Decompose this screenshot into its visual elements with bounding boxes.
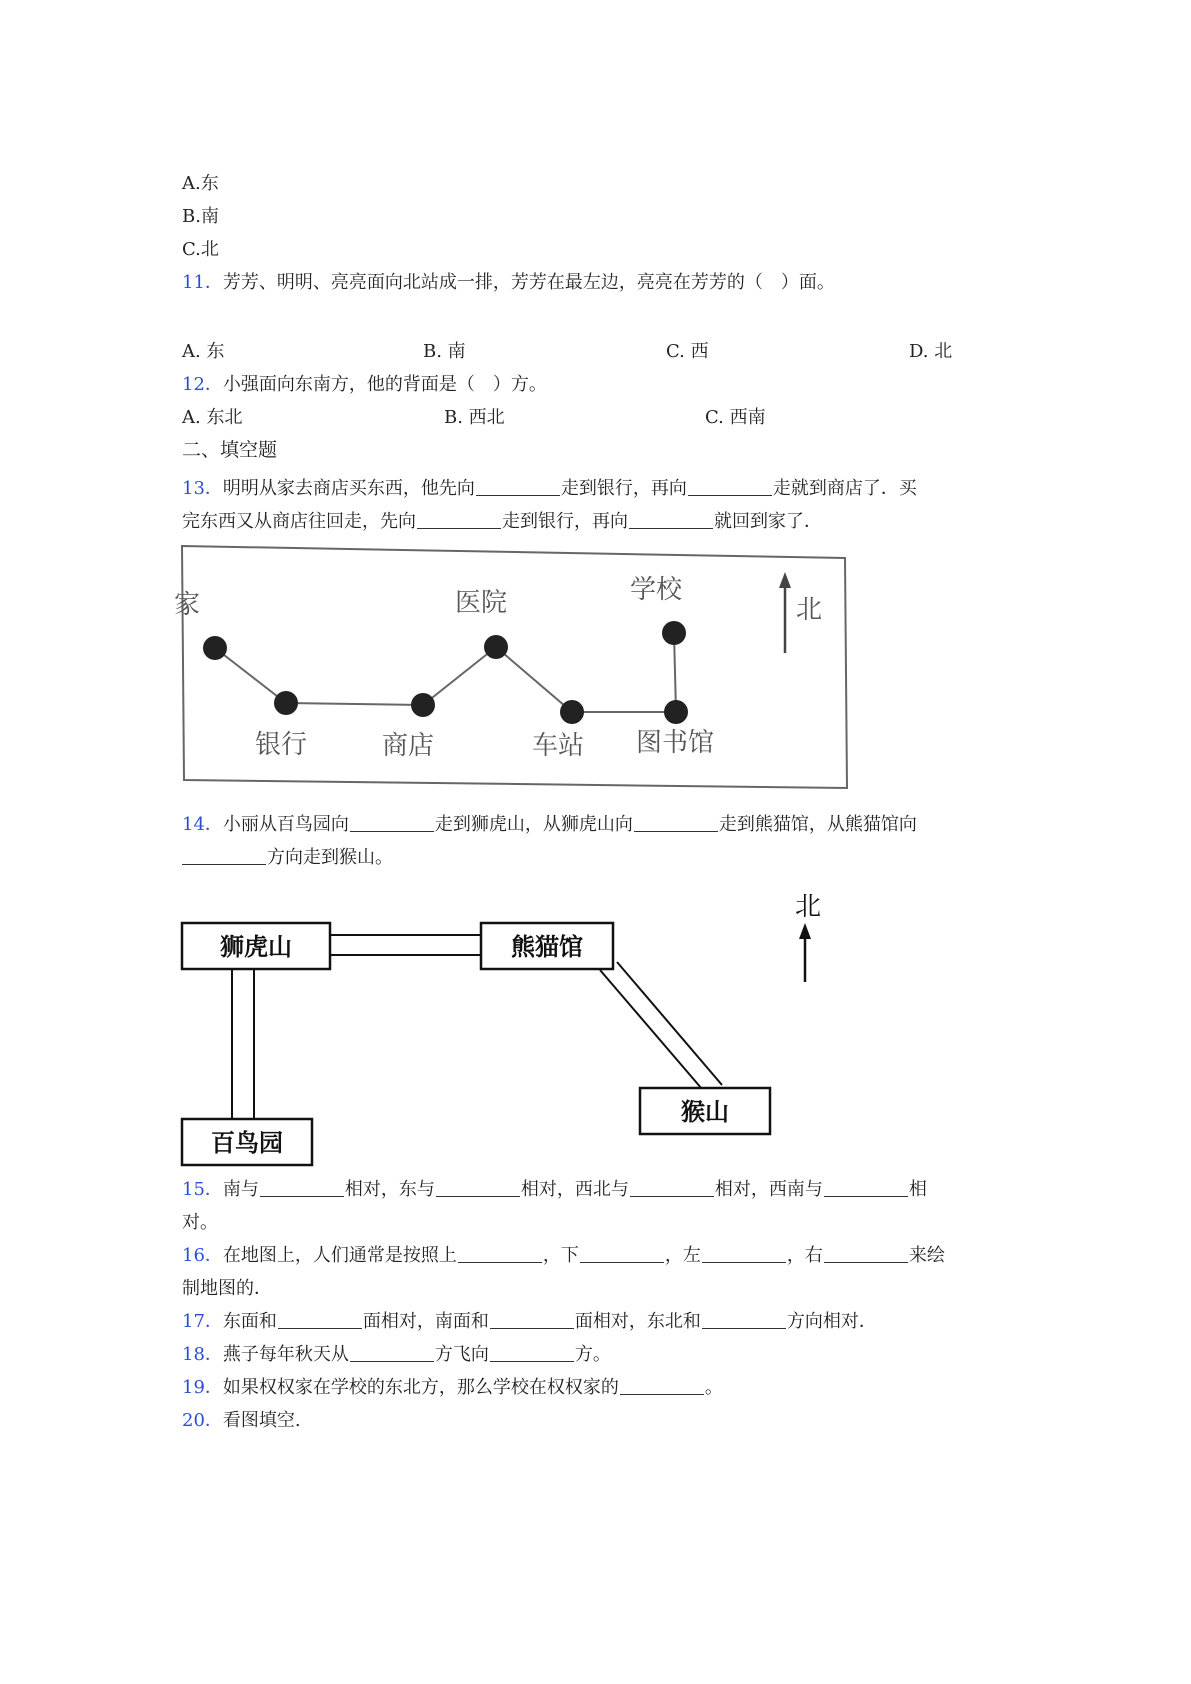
q15-blank-2[interactable] <box>436 1178 520 1197</box>
q16-number: 16． <box>182 1245 223 1266</box>
q13-text-3: 走就到商店了．买 <box>772 478 917 499</box>
q16-line-1 <box>182 1243 945 1269</box>
q13-hospital-dot <box>484 635 508 659</box>
q13-north-arrowhead <box>779 572 791 588</box>
q13-home-dot <box>203 636 227 660</box>
q12-text: 小强面向东南方，他的背面是（ ）方。 <box>222 374 547 395</box>
q14-label-lion-tiger: 狮虎山 <box>220 933 292 961</box>
q11-option-d: D. 北 <box>909 341 953 362</box>
q16-line-2: 制地图的． <box>182 1278 272 1299</box>
q17-blank-2[interactable] <box>490 1310 574 1329</box>
q13-label-bank: 银行 <box>255 730 308 760</box>
q16-blank-1[interactable] <box>458 1244 542 1263</box>
q11-option-c: C. 西 <box>666 341 709 362</box>
q12-option-c: C. 西南 <box>705 407 766 428</box>
q13-blank-1[interactable] <box>476 477 560 496</box>
q13-label-home: 家 <box>174 590 201 620</box>
q15-line-2: 对。 <box>182 1212 218 1233</box>
q16-text-3: ，左 <box>664 1245 701 1266</box>
q18-blank-2[interactable] <box>490 1343 574 1362</box>
q14-zoo-map <box>180 885 850 1185</box>
q15-blank-3[interactable] <box>630 1178 714 1197</box>
q19-blank-1[interactable] <box>620 1376 704 1395</box>
q16-text-5: 来绘 <box>908 1245 945 1266</box>
q13-number: 13． <box>182 478 223 499</box>
q11-option-b: B. 南 <box>423 341 466 362</box>
q16-text-2: ，下 <box>542 1245 579 1266</box>
q14-road-diag-b <box>617 962 722 1085</box>
q17-number: 17． <box>182 1311 223 1332</box>
q13-label-hospital: 医院 <box>455 588 508 618</box>
q13-blank-2[interactable] <box>688 477 772 496</box>
q13-text-4: 完东西又从商店往回走，先向 <box>182 511 416 532</box>
q12-option-b: B. 西北 <box>444 407 505 428</box>
q17-line <box>182 1309 877 1335</box>
q14-text-3: 走到熊猫馆，从熊猫馆向 <box>718 814 917 835</box>
q17-blank-1[interactable] <box>278 1310 362 1329</box>
q14-label-monkey-hill: 猴山 <box>681 1098 729 1126</box>
q13-line-2 <box>182 509 822 535</box>
q10-option-a: A.东 <box>182 173 219 194</box>
q14-road-diag-a <box>600 970 702 1089</box>
q14-north-label: 北 <box>795 892 822 922</box>
q18-line <box>182 1342 611 1368</box>
q19-text-1: 如果权权家在学校的东北方，那么学校在权权家的 <box>222 1377 619 1398</box>
q17-text-1: 东面和 <box>222 1311 277 1332</box>
q15-text-4: 相对，西南与 <box>714 1179 823 1200</box>
q15-number: 15． <box>182 1179 223 1200</box>
q14-north-arrowhead <box>799 923 811 939</box>
q14-number: 14． <box>182 814 223 835</box>
q16-text-4: ，右 <box>786 1245 823 1266</box>
q19-text-2: 。 <box>704 1377 723 1398</box>
q18-blank-1[interactable] <box>350 1343 434 1362</box>
q19-number: 19． <box>182 1377 223 1398</box>
q13-north-label: 北 <box>796 595 823 625</box>
q14-text-4: 方向走到猴山。 <box>267 847 393 868</box>
q11-number: 11． <box>182 272 223 293</box>
q18-text-3: 方。 <box>574 1344 611 1365</box>
q17-text-4: 方向相对． <box>786 1311 877 1332</box>
q14-blank-2[interactable] <box>634 813 718 832</box>
q18-number: 18． <box>182 1344 223 1365</box>
q14-text-1: 小丽从百鸟园向 <box>222 814 349 835</box>
q15-text-1: 南与 <box>222 1179 259 1200</box>
q13-school-dot <box>662 621 686 645</box>
q13-label-shop: 商店 <box>382 731 435 761</box>
q14-line-2 <box>182 845 393 871</box>
q13-blank-4[interactable] <box>629 510 713 529</box>
q14-label-bird-park: 百鸟园 <box>211 1129 283 1157</box>
q14-text-2: 走到狮虎山，从狮虎山向 <box>434 814 633 835</box>
q11-stem <box>182 270 835 296</box>
q12-stem <box>182 372 547 398</box>
q16-blank-3[interactable] <box>702 1244 786 1263</box>
q17-blank-3[interactable] <box>702 1310 786 1329</box>
q10-option-b: B.南 <box>182 206 219 227</box>
q19-line <box>182 1375 723 1401</box>
q13-route-map <box>174 540 870 800</box>
q15-blank-1[interactable] <box>260 1178 344 1197</box>
q15-text-5: 相 <box>908 1179 927 1200</box>
q18-text-1: 燕子每年秋天从 <box>222 1344 349 1365</box>
q15-line-1 <box>182 1177 927 1203</box>
q13-shop-dot <box>411 693 435 717</box>
q13-line-1 <box>182 476 917 502</box>
q13-station-dot <box>560 700 584 724</box>
q16-blank-2[interactable] <box>580 1244 664 1263</box>
q13-library-dot <box>664 700 688 724</box>
q17-text-2: 面相对，南面和 <box>362 1311 489 1332</box>
q17-text-3: 面相对，东北和 <box>574 1311 701 1332</box>
q13-blank-3[interactable] <box>417 510 501 529</box>
q12-option-a: A. 东北 <box>182 407 243 428</box>
q13-label-library: 图书馆 <box>636 728 715 758</box>
q15-text-3: 相对，西北与 <box>520 1179 629 1200</box>
q13-text-2: 走到银行，再向 <box>560 478 687 499</box>
q13-label-station: 车站 <box>532 731 585 761</box>
q10-option-c: C.北 <box>182 239 219 260</box>
q14-blank-3[interactable] <box>182 846 266 865</box>
q11-text: 芳芳、明明、亮亮面向北站成一排，芳芳在最左边，亮亮在芳芳的（ ）面。 <box>222 272 835 293</box>
q16-blank-4[interactable] <box>824 1244 908 1263</box>
q15-blank-4[interactable] <box>824 1178 908 1197</box>
q18-text-2: 方飞向 <box>434 1344 489 1365</box>
q16-text-1: 在地图上，人们通常是按照上 <box>222 1245 457 1266</box>
q13-text-6: 就回到家了． <box>714 511 822 532</box>
q20-text: 看图填空. <box>222 1410 301 1431</box>
q14-line-1 <box>182 812 917 838</box>
q14-label-panda: 熊猫馆 <box>511 933 583 961</box>
section-title: 二、填空题 <box>182 439 278 461</box>
q14-blank-1[interactable] <box>350 813 434 832</box>
q13-bank-dot <box>274 691 298 715</box>
q13-text-5: 走到银行，再向 <box>502 511 628 532</box>
q13-text-1: 明明从家去商店买东西，他先向 <box>222 478 475 499</box>
q11-option-a: A. 东 <box>182 341 225 362</box>
q13-label-school: 学校 <box>630 575 683 605</box>
q15-text-2: 相对，东与 <box>344 1179 435 1200</box>
q12-number: 12． <box>182 374 223 395</box>
q20-number: 20． <box>182 1410 223 1431</box>
q20-line <box>182 1408 301 1434</box>
